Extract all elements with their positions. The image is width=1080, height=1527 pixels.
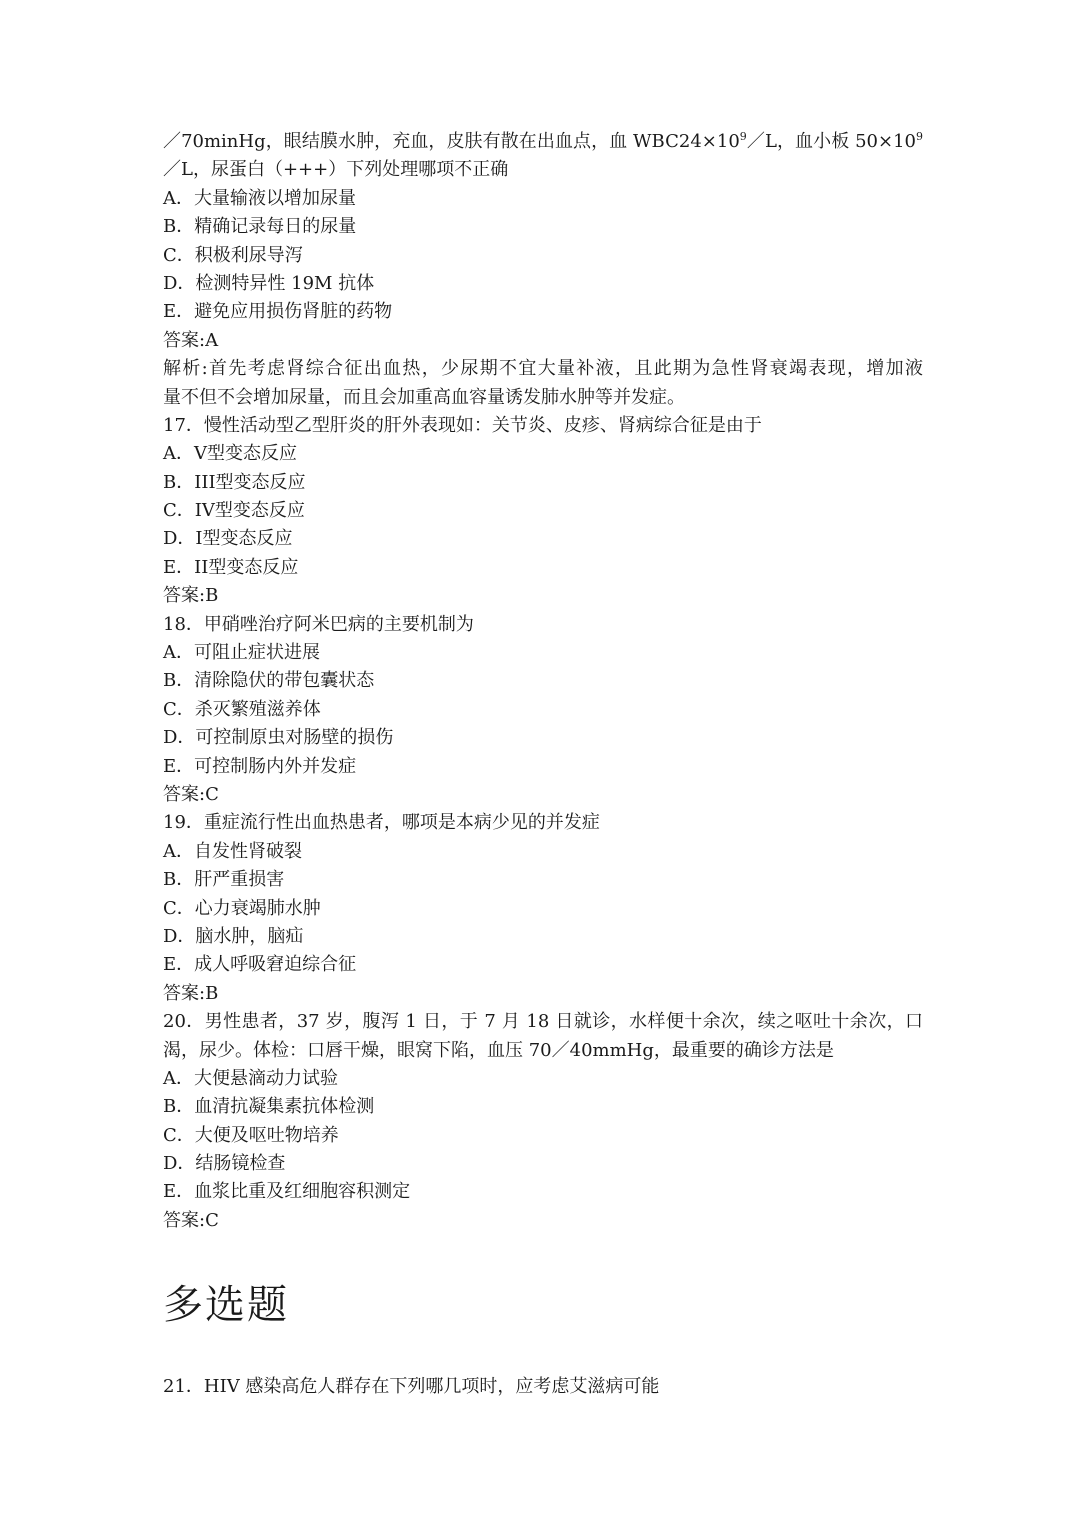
q19-option-c: C．心力衰竭肺水肿 [163,897,321,919]
q19-answer: 答案:B [163,982,219,1004]
q18-option-d: D．可控制原虫对肠壁的损伤 [163,727,394,749]
q18-answer: 答案:C [163,783,219,805]
q18-option-b: B．清除隐伏的带包囊状态 [163,670,375,692]
document-content [163,128,923,1402]
q20-stem-line1: 20．男性患者，37 岁，腹泻 1 日，于 7 月 18 日就诊，水样便十余次，续之呕吐十余次，口 [163,1011,923,1033]
q20-option-a: A．大便悬滴动力试验 [163,1067,338,1089]
q20-stem-line2: 渴，尿少。体检：口唇干燥，眼窝下陷，血压 70／40mmHg，最重要的确诊方法是 [163,1039,834,1061]
q16-option-c: C．积极利尿导泻 [163,244,303,266]
q20-answer: 答案:C [163,1209,219,1231]
q16-stem-line2: ／L，尿蛋白（+++）下列处理哪项不正确 [163,159,509,181]
q17-answer: 答案:B [163,585,219,607]
q18-stem: 18．甲硝唑治疗阿米巴病的主要机制为 [163,613,474,635]
q20-option-b: B．血清抗凝集素抗体检测 [163,1096,375,1118]
q16-option-a: A．大量输液以增加尿量 [163,187,356,209]
q19-option-e: E．成人呼吸窘迫综合征 [163,954,357,976]
q18-option-e: E．可控制肠内外并发症 [163,755,357,777]
q21-stem: 21．HIV 感染高危人群存在下列哪几项时，应考虑艾滋病可能 [163,1376,660,1398]
q16-exponent-2: 9 [916,130,923,143]
section-title-multiple-choice: 多选题 [163,1282,289,1329]
q16-stem-text-b: ／L，血小板 50×10 [746,131,916,152]
q17-option-c: C．IV型变态反应 [163,500,305,522]
q19-option-a: A．自发性肾破裂 [163,840,302,862]
q19-option-b: B．肝严重损害 [163,869,285,891]
q16-option-d: D．检测特异性 19M 抗体 [163,272,375,294]
q18-option-a: A．可阻止症状进展 [163,642,320,664]
q16-analysis-line1: 解析:首先考虑肾综合征出血热，少尿期不宜大量补液，且此期为急性肾衰竭表现，增加液 [163,358,923,380]
q20-option-d: D．结肠镜检查 [163,1153,286,1175]
q16-exponent-1: 9 [739,130,747,143]
q16-option-b: B．精确记录每日的尿量 [163,216,357,238]
q16-option-e: E．避免应用损伤肾脏的药物 [163,301,393,323]
q17-option-b: B．III型变态反应 [163,471,306,493]
q18-option-c: C．杀灭繁殖滋养体 [163,698,321,720]
q20-option-e: E．血浆比重及红细胞容积测定 [163,1181,411,1203]
q17-option-d: D．I型变态反应 [163,528,293,550]
q16-answer: 答案:A [163,329,219,351]
q16-stem-text-a: ／70minHg，眼结膜水肿，充血，皮肤有散在出血点，血 WBC24×10 [163,131,740,152]
q20-option-c: C．大便及呕吐物培养 [163,1124,339,1146]
q17-option-a: A．V型变态反应 [163,443,297,465]
q16-stem-line1 [163,128,923,156]
q17-stem: 17．慢性活动型乙型肝炎的肝外表现如：关节炎、皮疹、肾病综合征是由于 [163,414,762,436]
q19-stem: 19．重症流行性出血热患者，哪项是本病少见的并发症 [163,812,600,834]
q19-option-d: D．脑水肿，脑疝 [163,925,304,947]
q16-analysis-line2: 量不但不会增加尿量，而且会加重高血容量诱发肺水肿等并发症。 [163,386,685,408]
q17-option-e: E．II型变态反应 [163,556,299,578]
